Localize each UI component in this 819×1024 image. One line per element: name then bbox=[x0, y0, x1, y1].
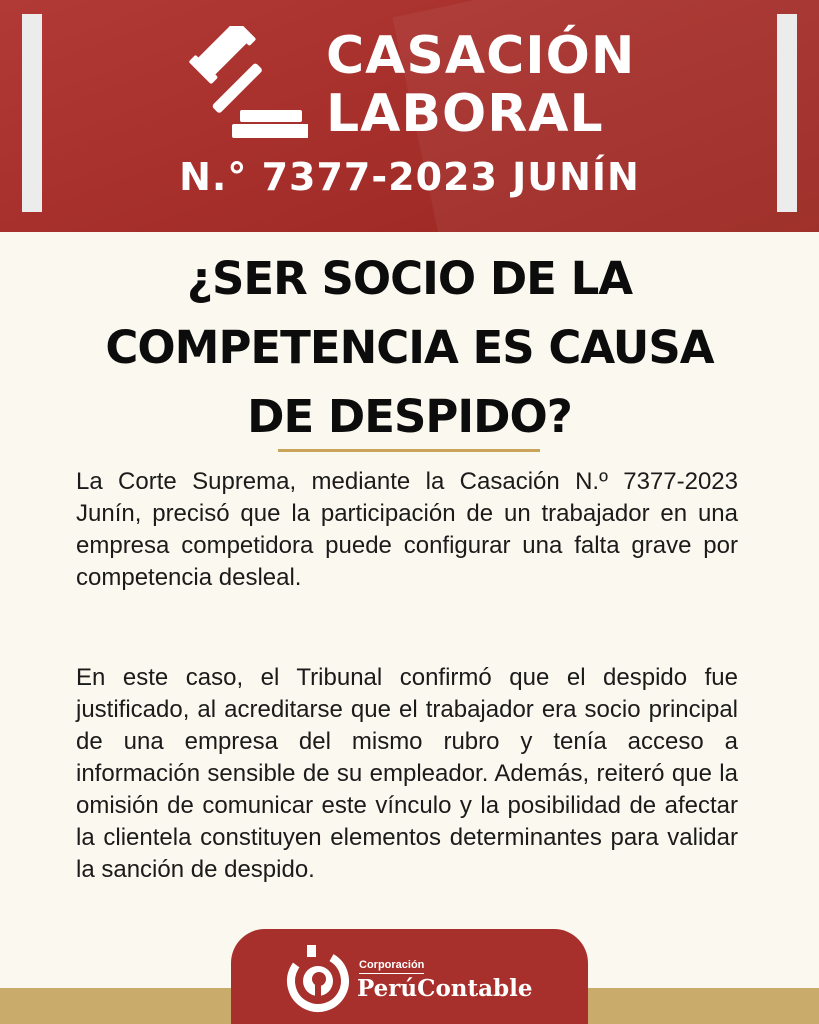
headline-line-3: DE DESPIDO? bbox=[247, 390, 572, 443]
header-banner bbox=[0, 0, 819, 232]
header-title-line-1: CASACIÓN bbox=[326, 26, 636, 86]
brand-logo-box bbox=[231, 929, 588, 1024]
company-logo-icon bbox=[283, 941, 353, 1017]
header-title-line-2: LABORAL bbox=[326, 84, 604, 144]
case-number: N.° 7377-2023 JUNÍN bbox=[179, 155, 640, 199]
brand-name: PerúContable bbox=[357, 975, 533, 1002]
headline-line-1: ¿SER SOCIO DE LA bbox=[186, 252, 633, 305]
gold-divider bbox=[278, 449, 540, 452]
gavel-icon bbox=[188, 26, 308, 142]
brand-corporation-label: Corporación bbox=[359, 959, 424, 974]
body-paragraph-1: La Corte Suprema, mediante la Casación N.º 7377-2023 Junín, precisó que la participación de un trabajador en una empresa competidora puede configurar una falta grave por competencia desleal. bbox=[76, 468, 738, 591]
body-paragraph-2: En este caso, el Tribunal confirmó que el despido fue justificado, al acreditarse que el trabajador era socio principal de una empresa del mismo rubro y tenía acceso a información sensible de su empleador. Además, reiteró que la omisión de comunicar este vínculo y la posibilidad de afectar la clientela constituyen elementos determinantes para validar la sanción de despido. bbox=[76, 664, 738, 883]
headline-question bbox=[40, 244, 779, 451]
headline-line-2: COMPETENCIA ES CAUSA bbox=[105, 321, 714, 374]
